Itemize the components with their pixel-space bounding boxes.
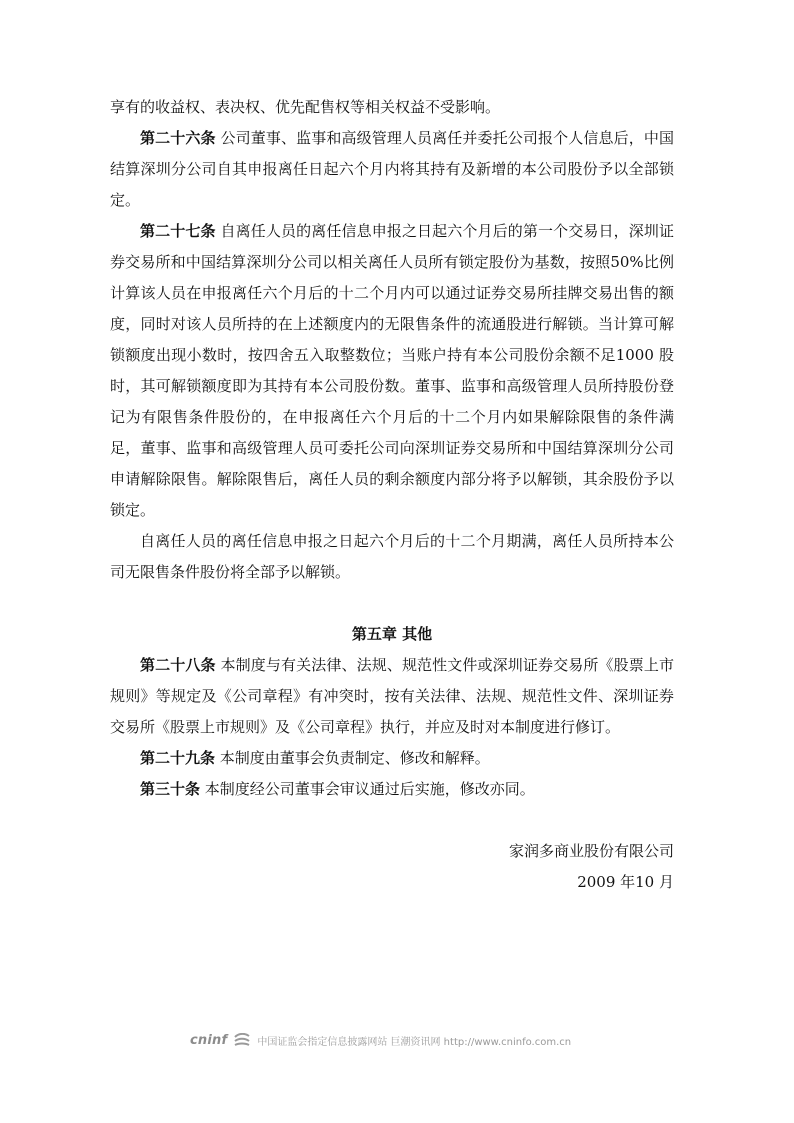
article-text: 自离任人员的离任信息申报之日起六个月后的第一个交易日，深圳证券交易所和中国结算深圳分公司以相关离任人员所有锁定股份为基数，按照50%比例计算该人员在申报离任六个月后的十二个月内可以通过证券交易所挂牌交易出售的额度，同时对该人员所持的在上述额度内的无限售条件的流通股进行解锁。当计算可解锁额度出现小数时，按四舍五入取整数位；当账户持有本公司股份余额不足1000 股时，其可解锁额度即为其持有本公司股份数。董事、监事和高级管理人员所持股份登记为有限售条件股份的，在申报离任六个月后的十二个月内如果解除限售的条件满足，董事、监事和高级管理人员可委托公司向深圳证券交易所和中国结算深圳分公司申请解除限售。解除限售后，离任人员的剩余额度内部分将予以解锁，其余股份予以锁定。 [110, 222, 674, 519]
article-number: 第三十条 [140, 780, 201, 798]
article-text: 本制度经公司董事会审议通过后实施，修改亦同。 [200, 780, 535, 798]
footer-brand: cninf [190, 1032, 228, 1048]
paragraph-text: 享有的收益权、表决权、优先配售权等相关权益不受影响。 [110, 98, 501, 116]
article-29 [110, 743, 674, 774]
document-body [110, 92, 674, 898]
article-30 [110, 774, 674, 805]
article-number: 第二十九条 [140, 749, 216, 767]
article-27 [110, 216, 674, 526]
paragraph-text: 自离任人员的离任信息申报之日起六个月后的十二个月期满，离任人员所持本公司无限售条件股份将全部予以解锁。 [110, 532, 674, 581]
article-28 [110, 650, 674, 743]
article-number: 第二十六条 [140, 129, 216, 147]
article-text: 公司董事、监事和高级管理人员离任并委托公司报个人信息后，中国结算深圳分公司自其申报离任日起六个月内将其持有及新增的本公司股份予以全部锁定。 [110, 129, 674, 209]
page-footer [190, 1029, 610, 1051]
footer-text: 中国证监会指定信息披露网站 巨潮资讯网 http://www.cninfo.com.cn [257, 1036, 572, 1048]
article-text: 本制度由董事会负责制定、修改和解释。 [215, 749, 490, 767]
article-number: 第二十八条 [140, 656, 216, 674]
article-text: 本制度与有关法律、法规、规范性文件或深圳证券交易所《股票上市规则》等规定及《公司章程》有冲突时，按有关法律、法规、规范性文件、深圳证券交易所《股票上市规则》及《公司章程》执行，并应及时对本制度进行修订。 [110, 656, 674, 736]
cninfo-logo-icon [233, 1033, 251, 1047]
signature-date: 2009 年10 月 [577, 873, 674, 891]
chapter-title: 第五章 其他 [351, 625, 433, 643]
article-26 [110, 123, 674, 216]
paragraph-continuation [110, 92, 674, 123]
article-27-continued [110, 526, 674, 588]
article-number: 第二十七条 [140, 222, 216, 240]
signature-company: 家润多商业股份有限公司 [508, 842, 674, 860]
